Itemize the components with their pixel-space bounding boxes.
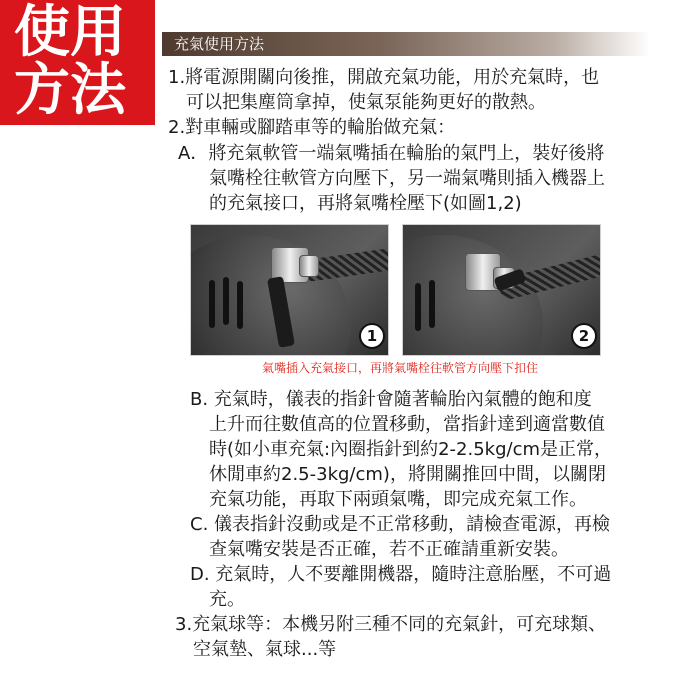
step-d-line-1: D. 充氣時，人不要離開機器，隨時注意胎壓，不可過 — [190, 564, 612, 585]
badge-line-2: 方法 — [14, 58, 126, 123]
step-d-line-2: 充。 — [209, 589, 245, 610]
step-b-line-2: 上升而往數值高的位置移動，當指針達到適當數值 — [209, 414, 605, 435]
step-b-line-3: 時(如小車充氣:內圈指針到約2-2.5kg/cm是正常， — [209, 439, 613, 460]
section-header — [162, 32, 650, 56]
step-c-line-1: C. 儀表指針沒動或是不正常移動，請檢查電源，再檢 — [190, 514, 611, 535]
step-c-line-2: 查氣嘴安裝是否正確，若不正確請重新安裝。 — [209, 539, 569, 560]
step-1-line-1: 1.將電源開關向後推，開啟充氣功能，用於充氣時，也 — [168, 67, 600, 88]
step-a-line-2: 氣嘴栓往軟管方向壓下，另一端氣嘴則插入機器上 — [209, 168, 605, 189]
step-1-line-2: 可以把集塵筒拿掉，使氣泵能夠更好的散熱。 — [186, 92, 546, 113]
figure-1-photo — [190, 224, 389, 356]
usage-badge — [0, 0, 155, 125]
step-b-line-4: 休閒車約2.5-3kg/cm)，將開關推回中間，以關閉 — [209, 464, 606, 485]
section-title: 充氣使用方法 — [174, 35, 265, 53]
step-a-line-3: 的充氣接口，再將氣嘴栓壓下(如圖1,2) — [209, 193, 522, 214]
step-b-line-5: 充氣功能，再取下兩頭氣嘴，即完成充氣工作。 — [209, 489, 587, 510]
figure-2-number: 2 — [571, 323, 597, 349]
step-3-line-1: 3.充氣球等：本機另附三種不同的充氣針，可充球類、 — [175, 614, 607, 635]
figure-2-photo — [402, 224, 601, 356]
step-2-heading: 2.對車輛或腳踏車等的輪胎做充氣： — [168, 117, 456, 138]
badge-line-1: 使用 — [14, 0, 126, 65]
step-3-line-2: 空氣墊、氣球...等 — [193, 639, 337, 660]
step-b-line-1: B. 充氣時，儀表的指針會隨著輪胎內氣體的飽和度 — [190, 389, 592, 410]
figure-caption: 氣嘴插入充氣接口，再將氣嘴栓往軟管方向壓下扣住 — [261, 361, 538, 375]
step-a-line-1: A．將充氣軟管一端氣嘴插在輪胎的氣門上，裝好後將 — [178, 143, 605, 164]
figure-1-number: 1 — [359, 323, 385, 349]
